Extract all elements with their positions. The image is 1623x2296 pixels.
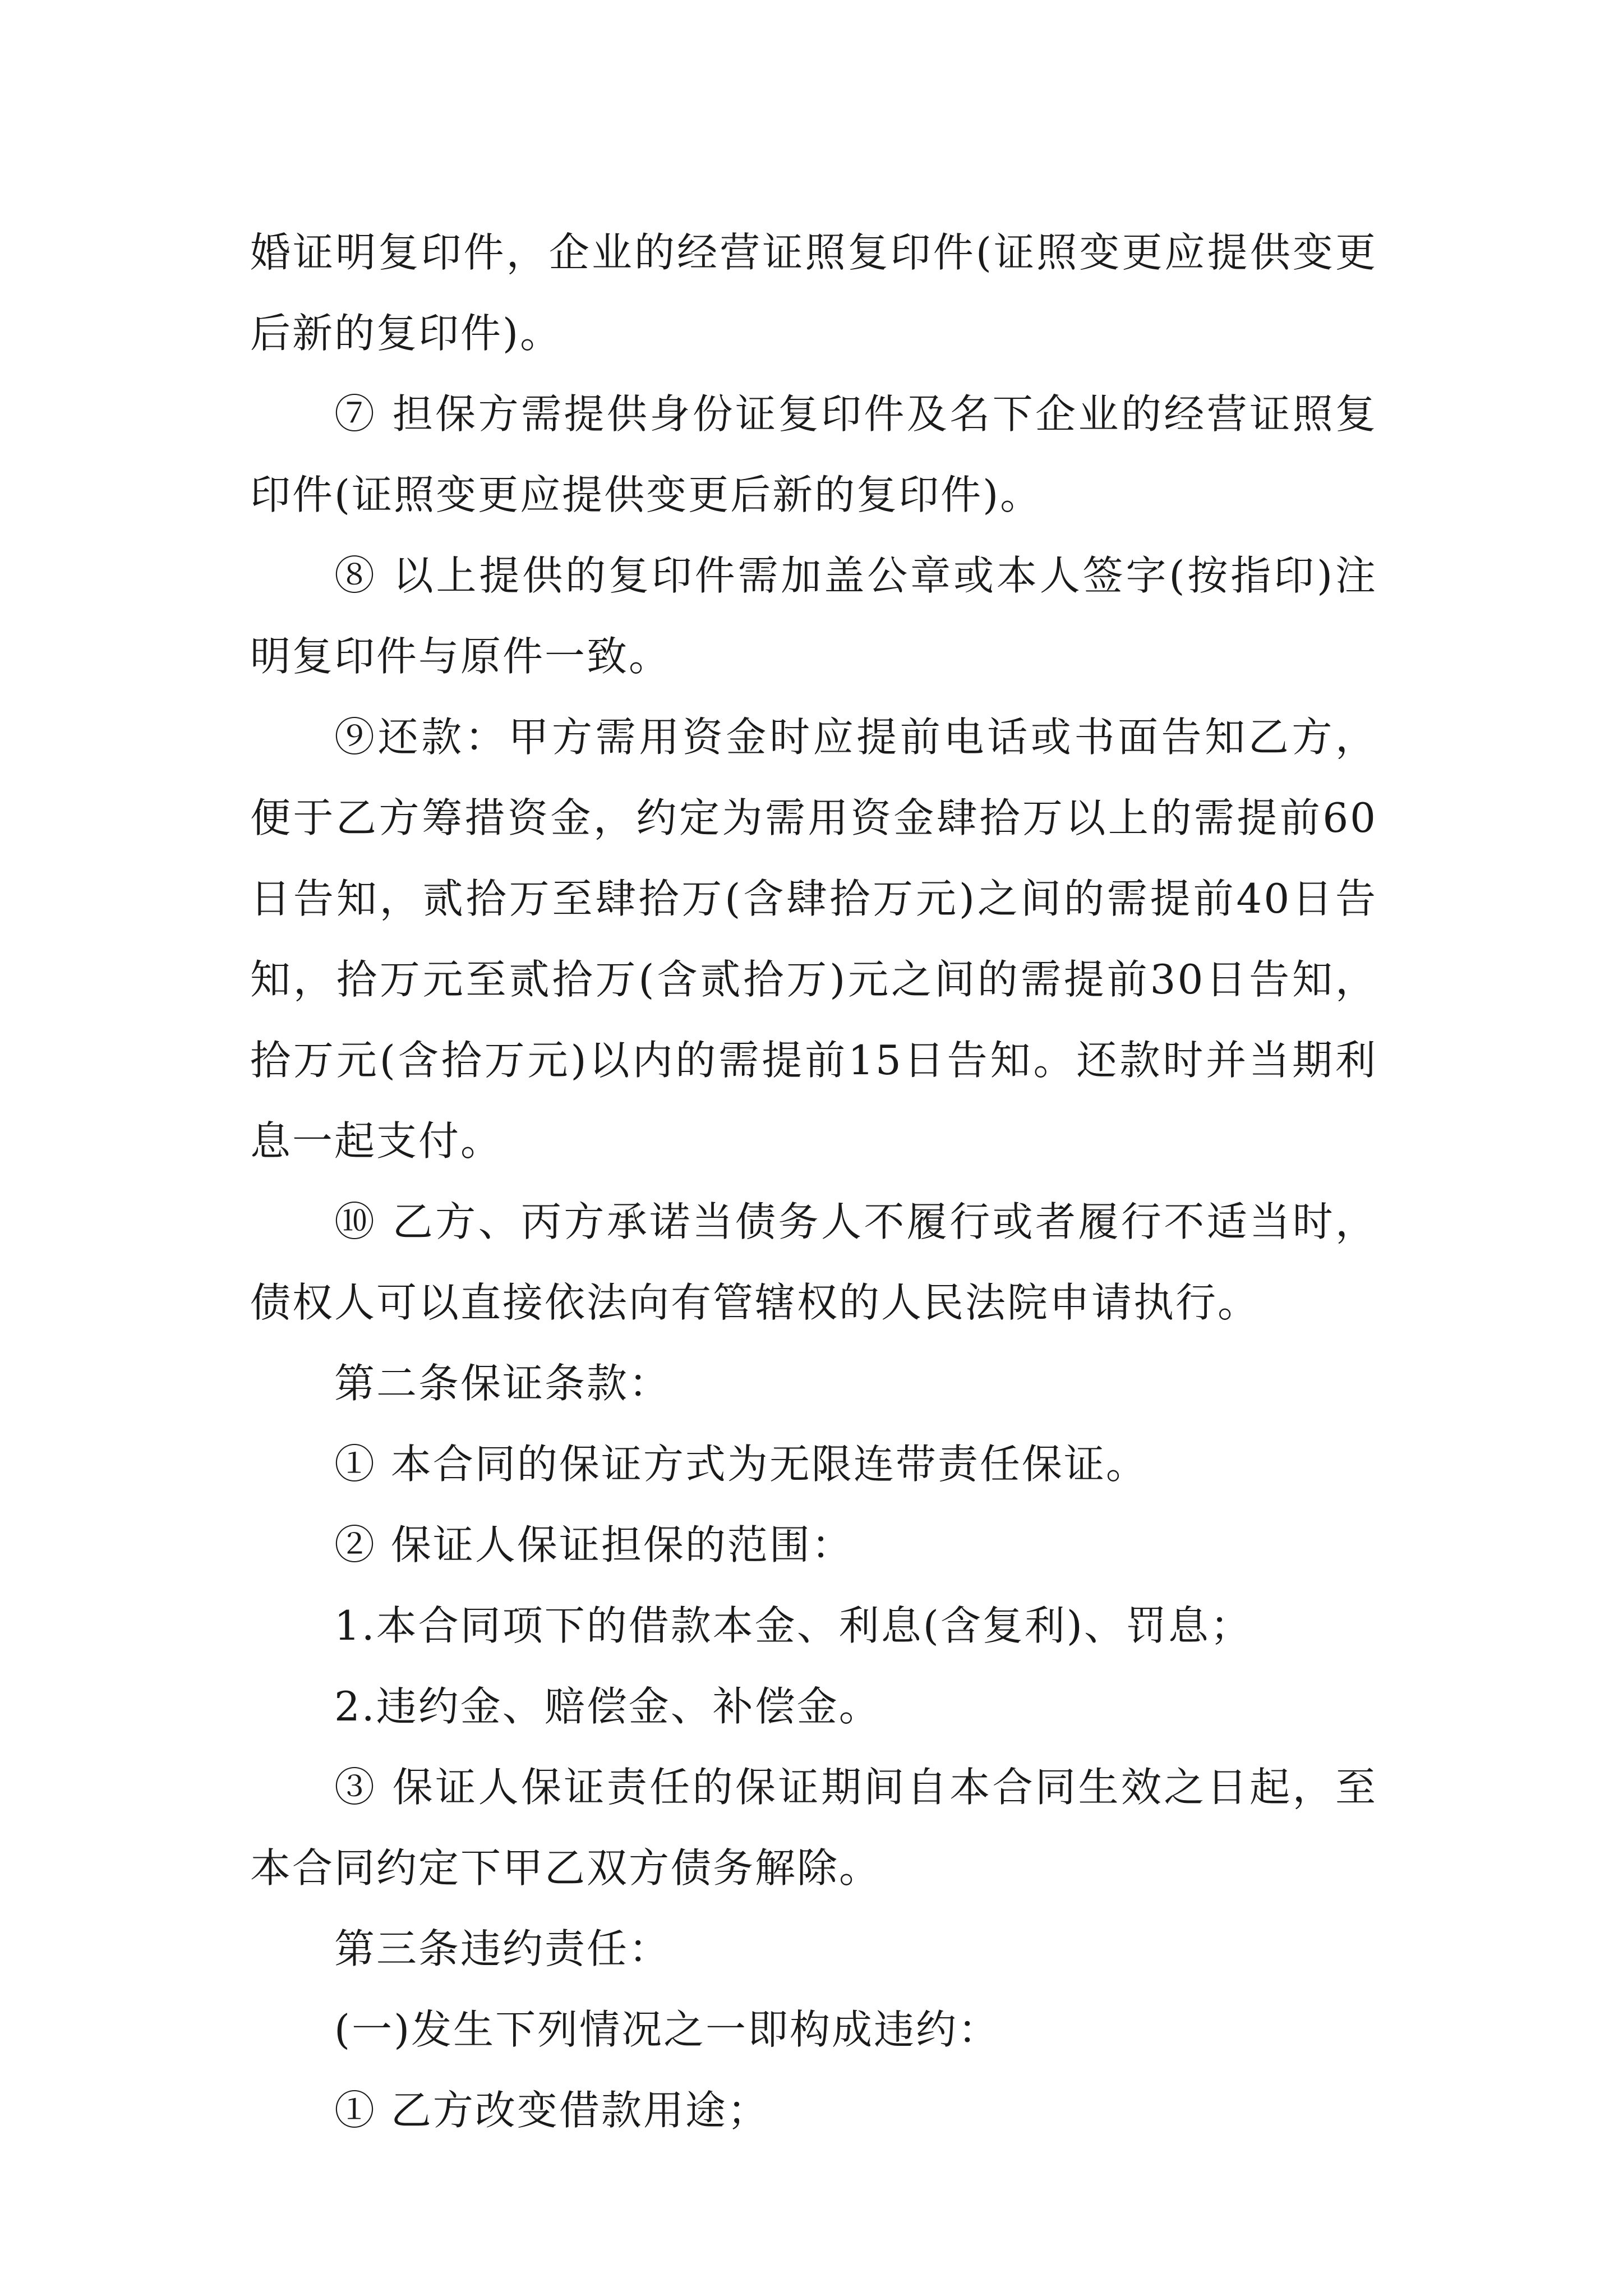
paragraph-11: ③ 保证人保证责任的保证期间自本合同生效之日起，至本合同约定下甲乙双方债务解除。 <box>250 1764 1377 1892</box>
paragraph-2: ⑦ 担保方需提供身份证复印件及名下企业的经营证照复印件(证照变更应提供变更后新的复印件)。 <box>250 390 1377 518</box>
paragraph-4: ⑨还款：甲方需用资金时应提前电话或书面告知乙方，便于乙方筹措资金，约定为需用资金肆拾万以上的需提前60日告知，贰拾万至肆拾万(含肆拾万元)之间的需提前40日告知，拾万元至贰拾万(含贰拾万)元之间的需提前30日告知，拾万元(含拾万元)以内的需提前15日告知。还款时并当期利息一起支付。 <box>250 714 1377 1165</box>
paragraph-12: 第三条违约责任： <box>334 1925 671 1972</box>
paragraph-7: ① 本合同的保证方式为无限连带责任保证。 <box>334 1441 1148 1488</box>
document-body <box>250 212 1377 2151</box>
paragraph-6: 第二条保证条款： <box>334 1360 671 1407</box>
paragraph-3: ⑧ 以上提供的复印件需加盖公章或本人签字(按指印)注明复印件与原件一致。 <box>250 552 1377 680</box>
paragraph-9: 1.本合同项下的借款本金、利息(含复利)、罚息； <box>334 1602 1252 1649</box>
paragraph-1: 婚证明复印件，企业的经营证照复印件(证照变更应提供变更后新的复印件)。 <box>250 229 1377 357</box>
paragraph-5: ⑩ 乙方、丙方承诺当债务人不履行或者履行不适当时，债权人可以直接依法向有管辖权的人民法院申请执行。 <box>250 1198 1377 1326</box>
paragraph-14: ① 乙方改变借款用途； <box>334 2087 769 2134</box>
paragraph-10: 2.违约金、赔偿金、补偿金。 <box>334 1683 881 1730</box>
paragraph-13: (一)发生下列情况之一即构成违约： <box>334 2006 1000 2053</box>
paragraph-8: ② 保证人保证担保的范围： <box>334 1521 854 1568</box>
